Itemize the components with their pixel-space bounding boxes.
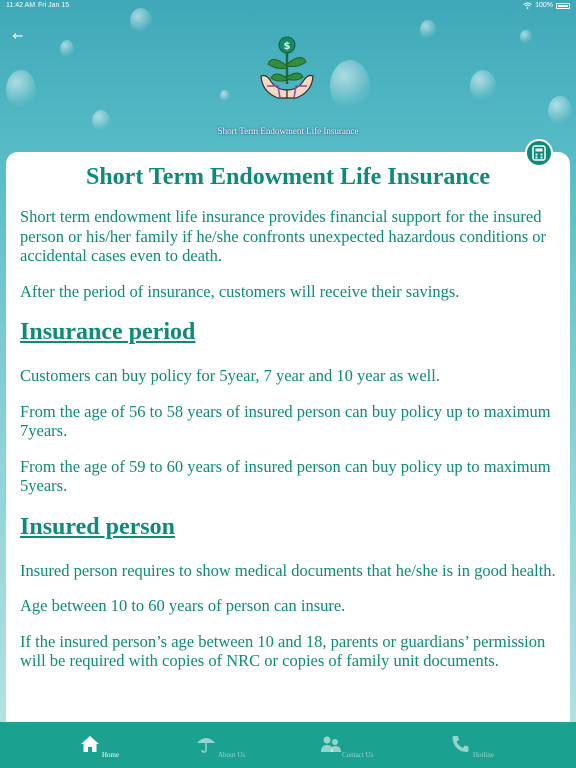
tab-contact-us[interactable]: [312, 722, 456, 768]
tab-label: About Us: [218, 751, 246, 759]
tab-hotline[interactable]: [445, 722, 576, 768]
bottom-tab-bar: [0, 722, 576, 768]
wifi-icon: [523, 2, 532, 9]
page-title: Short Term Endowment Life Insurance: [85, 164, 491, 190]
phone-icon: [451, 735, 471, 753]
intro-paragraph: After the period of insurance, customers will receive their savings.: [20, 281, 460, 301]
status-bar: [0, 0, 576, 12]
tab-about-us[interactable]: [188, 722, 332, 768]
section-paragraph: From the age of 59 to 60 years of insured person can buy policy up to maximum 5years.: [20, 456, 551, 495]
svg-text:$: $: [283, 41, 291, 52]
section-heading-insurance-period: Insurance period: [20, 319, 196, 345]
section-paragraph: From the age of 56 to 58 years of insured person can buy policy up to maximum 7years.: [20, 401, 551, 440]
battery-icon: [556, 3, 570, 9]
content-body: [20, 162, 556, 687]
section-paragraph: Age between 10 to 60 years of person can insure.: [20, 596, 346, 615]
calculator-icon: [532, 145, 546, 161]
arrow-left-icon: ←: [12, 29, 24, 44]
content-card: [6, 152, 570, 722]
section-paragraph: Customers can buy policy for 5year, 7 year and 10 year as well.: [20, 366, 440, 385]
header-caption: Short Term Endowment Life Insurance: [217, 126, 359, 136]
tab-label: Hotline: [473, 751, 494, 759]
status-date: Fri Jan 15: [38, 2, 70, 9]
tab-label: Home: [102, 751, 120, 759]
home-icon: [80, 735, 100, 753]
section-paragraph: If the insured person’s age between 10 and 18, parents or guardians’ permission will be required with copies of NRC or copies of family unit documents.: [20, 631, 546, 670]
plant-hands-logo: [258, 34, 316, 102]
battery-percent: 100%: [535, 2, 553, 9]
calculator-button[interactable]: [525, 139, 553, 167]
section-heading-insured-person: Insured person: [20, 513, 175, 540]
status-time: 11:42 AM: [6, 2, 36, 9]
status-right: [523, 2, 570, 9]
back-button[interactable]: [9, 28, 27, 46]
section-paragraph: Insured person requires to show medical documents that he/she is in good health.: [20, 560, 556, 580]
tab-label: Contact Us: [342, 751, 374, 759]
intro-paragraph: Short term endowment life insurance provides financial support for the insured person or his/her family if he/she confronts unexpected hazardous conditions or accidental cases even to death.: [20, 207, 547, 265]
users-icon: [320, 735, 342, 753]
umbrella-icon: [196, 735, 216, 753]
